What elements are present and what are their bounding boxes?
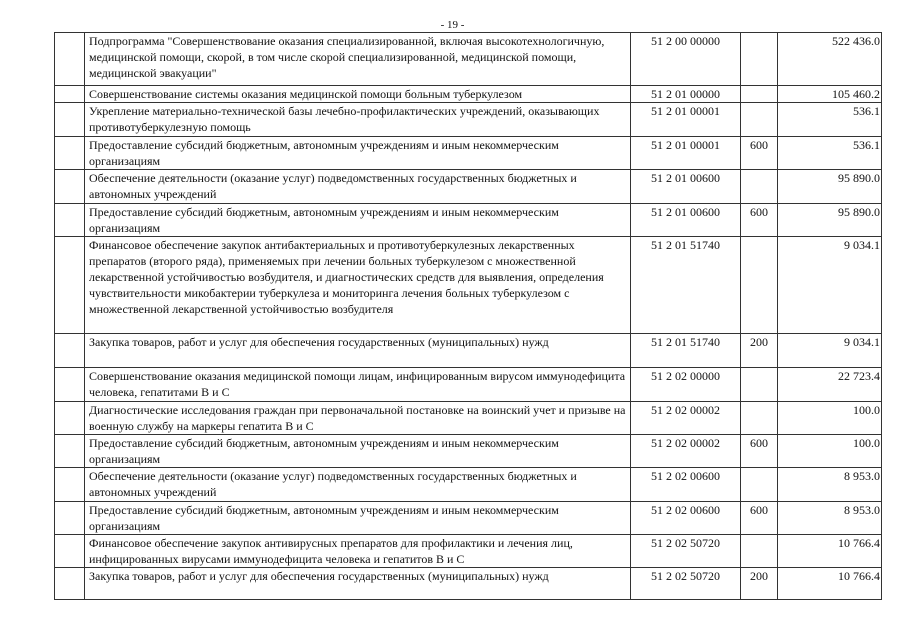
blank-cell bbox=[55, 334, 85, 368]
expense-type: 600 bbox=[741, 137, 778, 170]
item-name: Предоставление субсидий бюджетным, автономным учреждениям и иным некоммерческим организациям bbox=[85, 204, 631, 237]
item-name: Обеспечение деятельности (оказание услуг) подведомственных государственных бюджетных и автономных учреждений bbox=[85, 170, 631, 204]
expense-type bbox=[741, 402, 778, 435]
blank-cell bbox=[55, 402, 85, 435]
expense-type: 600 bbox=[741, 435, 778, 468]
table-row bbox=[55, 170, 882, 204]
classification-code: 51 2 02 50720 bbox=[631, 535, 741, 568]
item-name: Закупка товаров, работ и услуг для обеспечения государственных (муниципальных) нужд bbox=[85, 568, 631, 600]
expense-type bbox=[741, 86, 778, 103]
classification-code: 51 2 02 50720 bbox=[631, 568, 741, 600]
amount: 8 953.0 bbox=[778, 502, 882, 535]
table-row bbox=[55, 33, 882, 86]
expense-type bbox=[741, 170, 778, 204]
classification-code: 51 2 01 51740 bbox=[631, 334, 741, 368]
table-row bbox=[55, 103, 882, 137]
item-name: Финансовое обеспечение закупок антибактериальных и противотуберкулезных лекарственных препаратов (второго ряда), применяемых при лечении больных туберкулезом с множественной лекарственной устойчивостью возбудителя, и диагностических средств для выявления, определения чувствительности микобактерии туберкулеза и мониторинга лечения больных туберкулезом с множественной лекарственной устойчивостью возбудителя bbox=[85, 237, 631, 334]
amount: 105 460.2 bbox=[778, 86, 882, 103]
classification-code: 51 2 02 00000 bbox=[631, 368, 741, 402]
amount: 536.1 bbox=[778, 103, 882, 137]
expense-type bbox=[741, 368, 778, 402]
classification-code: 51 2 02 00002 bbox=[631, 435, 741, 468]
amount: 10 766.4 bbox=[778, 535, 882, 568]
blank-cell bbox=[55, 33, 85, 86]
amount: 95 890.0 bbox=[778, 204, 882, 237]
blank-cell bbox=[55, 535, 85, 568]
table-row bbox=[55, 86, 882, 103]
item-name: Подпрограмма "Совершенствование оказания специализированной, включая высокотехнологичную, медицинской помощи, скорой, в том числе скорой специализированной, медицинской помощи, медицинской эвакуации" bbox=[85, 33, 631, 86]
item-name: Предоставление субсидий бюджетным, автономным учреждениям и иным некоммерческим организациям bbox=[85, 137, 631, 170]
table-row bbox=[55, 368, 882, 402]
expense-type bbox=[741, 468, 778, 502]
blank-cell bbox=[55, 137, 85, 170]
expense-type bbox=[741, 237, 778, 334]
table-row bbox=[55, 204, 882, 237]
expense-type: 200 bbox=[741, 334, 778, 368]
item-name: Закупка товаров, работ и услуг для обеспечения государственных (муниципальных) нужд bbox=[85, 334, 631, 368]
blank-cell bbox=[55, 568, 85, 600]
classification-code: 51 2 02 00002 bbox=[631, 402, 741, 435]
amount: 10 766.4 bbox=[778, 568, 882, 600]
blank-cell bbox=[55, 368, 85, 402]
amount: 536.1 bbox=[778, 137, 882, 170]
table-row bbox=[55, 502, 882, 535]
expense-type bbox=[741, 33, 778, 86]
item-name: Финансовое обеспечение закупок антивирусных препаратов для профилактики и лечения лиц, инфицированных вирусами иммунодефицита человека и гепатитов В и С bbox=[85, 535, 631, 568]
item-name: Диагностические исследования граждан при первоначальной постановке на воинский учет и призыве на военную службу на маркеры гепатита В и С bbox=[85, 402, 631, 435]
budget-table bbox=[54, 32, 882, 600]
table-row bbox=[55, 137, 882, 170]
blank-cell bbox=[55, 86, 85, 103]
amount: 100.0 bbox=[778, 435, 882, 468]
page-number: - 19 - bbox=[440, 19, 465, 31]
classification-code: 51 2 01 51740 bbox=[631, 237, 741, 334]
classification-code: 51 2 01 00001 bbox=[631, 103, 741, 137]
table-row bbox=[55, 468, 882, 502]
blank-cell bbox=[55, 502, 85, 535]
amount: 9 034.1 bbox=[778, 237, 882, 334]
item-name: Совершенствование оказания медицинской помощи лицам, инфицированным вирусом иммунодефицита человека, гепатитами В и С bbox=[85, 368, 631, 402]
item-name: Совершенствование системы оказания медицинской помощи больным туберкулезом bbox=[85, 86, 631, 103]
amount: 8 953.0 bbox=[778, 468, 882, 502]
expense-type: 600 bbox=[741, 502, 778, 535]
blank-cell bbox=[55, 435, 85, 468]
table-row bbox=[55, 334, 882, 368]
amount: 100.0 bbox=[778, 402, 882, 435]
item-name: Укрепление материально-технической базы лечебно-профилактических учреждений, оказывающих противотуберкулезную помощь bbox=[85, 103, 631, 137]
expense-type bbox=[741, 535, 778, 568]
table-row bbox=[55, 535, 882, 568]
blank-cell bbox=[55, 237, 85, 334]
classification-code: 51 2 01 00600 bbox=[631, 204, 741, 237]
classification-code: 51 2 00 00000 bbox=[631, 33, 741, 86]
amount: 22 723.4 bbox=[778, 368, 882, 402]
blank-cell bbox=[55, 170, 85, 204]
classification-code: 51 2 02 00600 bbox=[631, 502, 741, 535]
amount: 522 436.0 bbox=[778, 33, 882, 86]
table-row bbox=[55, 402, 882, 435]
expense-type: 200 bbox=[741, 568, 778, 600]
expense-type: 600 bbox=[741, 204, 778, 237]
classification-code: 51 2 02 00600 bbox=[631, 468, 741, 502]
expense-type bbox=[741, 103, 778, 137]
table-row bbox=[55, 568, 882, 600]
classification-code: 51 2 01 00001 bbox=[631, 137, 741, 170]
item-name: Предоставление субсидий бюджетным, автономным учреждениям и иным некоммерческим организациям bbox=[85, 435, 631, 468]
blank-cell bbox=[55, 468, 85, 502]
amount: 9 034.1 bbox=[778, 334, 882, 368]
classification-code: 51 2 01 00000 bbox=[631, 86, 741, 103]
table-row bbox=[55, 237, 882, 334]
blank-cell bbox=[55, 103, 85, 137]
blank-cell bbox=[55, 204, 85, 237]
amount: 95 890.0 bbox=[778, 170, 882, 204]
table-row bbox=[55, 435, 882, 468]
item-name: Предоставление субсидий бюджетным, автономным учреждениям и иным некоммерческим организациям bbox=[85, 502, 631, 535]
item-name: Обеспечение деятельности (оказание услуг) подведомственных государственных бюджетных и автономных учреждений bbox=[85, 468, 631, 502]
classification-code: 51 2 01 00600 bbox=[631, 170, 741, 204]
